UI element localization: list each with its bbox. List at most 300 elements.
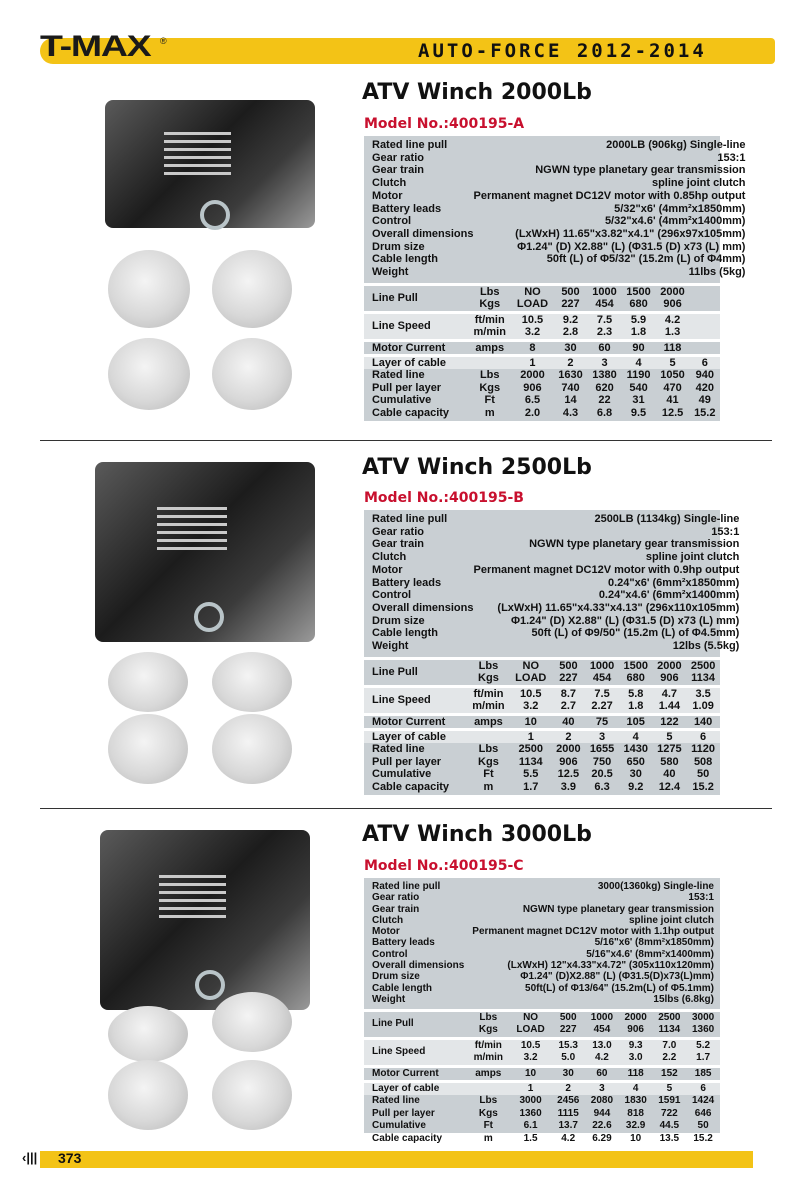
table-cell: 646 bbox=[694, 1107, 712, 1119]
spec-label: Weight bbox=[372, 266, 409, 279]
table-cell: 2000 bbox=[653, 659, 687, 673]
table-cell: 15.3 bbox=[551, 1038, 585, 1052]
table-cell: NO bbox=[510, 659, 552, 673]
table-cell: 1 bbox=[510, 730, 552, 744]
table-cell: 13.0 bbox=[585, 1038, 619, 1052]
spec-value: 153:1 bbox=[711, 525, 740, 538]
table-cell: LOAD bbox=[516, 298, 549, 311]
table-cell: 5 bbox=[653, 1082, 687, 1096]
cable-drum-line bbox=[157, 507, 227, 510]
table-cell: 1000 bbox=[588, 285, 622, 299]
spec-label: Overall dimensions bbox=[372, 960, 465, 972]
spec-value: 50ft (L) of Φ9/50" (15.2m (L) of Φ4.5mm) bbox=[531, 627, 740, 640]
unit-cell: Kgs bbox=[479, 381, 501, 394]
spec-label: Gear ratio bbox=[372, 151, 424, 164]
table-cell: 650 bbox=[626, 755, 645, 768]
table-cell: 4 bbox=[619, 730, 653, 744]
wiring-contactor-image bbox=[108, 338, 190, 410]
page-arrow-icon: ‹||| bbox=[22, 1150, 38, 1165]
performance-grid bbox=[364, 657, 720, 793]
table-row bbox=[364, 407, 720, 419]
cable-drum-line bbox=[157, 547, 227, 550]
roller-fairlead-image bbox=[212, 652, 292, 712]
spec-value: 50ft(L) of Φ13/64" (15.2m(L) of Φ5.1mm) bbox=[525, 982, 714, 994]
spec-value: Permanent magnet DC12V motor with 0.85hp output bbox=[473, 189, 746, 202]
layer-row-label: Rated line bbox=[372, 1095, 420, 1107]
table-row bbox=[364, 1108, 720, 1120]
table-row bbox=[364, 730, 720, 744]
table-cell: 1380 bbox=[592, 369, 617, 382]
table-cell: 750 bbox=[592, 755, 612, 768]
table-cell: 540 bbox=[629, 381, 648, 394]
spec-table bbox=[364, 510, 740, 657]
table-row bbox=[364, 756, 720, 768]
cable-drum-line bbox=[157, 523, 227, 526]
table-cell: 41 bbox=[666, 394, 679, 407]
unit-cell bbox=[467, 1082, 510, 1096]
table-cell: 1.8 bbox=[619, 700, 653, 714]
table-cell: 1.44 bbox=[653, 700, 687, 714]
table-cell: 1630 bbox=[558, 369, 583, 382]
spec-value: spline joint clutch bbox=[645, 551, 740, 564]
table-cell: 6 bbox=[686, 730, 720, 744]
table-row bbox=[364, 369, 720, 381]
performance-grid bbox=[364, 283, 720, 419]
unit-cell: Ft bbox=[483, 1120, 494, 1132]
table-cell: 10.5 bbox=[511, 312, 553, 326]
table-cell: 60 bbox=[585, 1066, 619, 1081]
table-cell: 227 bbox=[559, 1024, 577, 1036]
table-cell: 32.9 bbox=[625, 1120, 646, 1132]
table-cell: 12.5 bbox=[557, 768, 580, 781]
table-cell: 6 bbox=[690, 356, 720, 370]
table-row bbox=[364, 312, 720, 326]
spec-value: 11lbs (5kg) bbox=[688, 266, 746, 279]
table-row bbox=[364, 394, 720, 406]
table-cell: 2.7 bbox=[552, 700, 586, 714]
table-cell: 118 bbox=[656, 340, 690, 355]
table-cell: 9.5 bbox=[630, 406, 647, 419]
table-cell: 9.3 bbox=[619, 1038, 653, 1052]
table-row bbox=[364, 285, 720, 299]
table-cell: 4 bbox=[619, 1082, 653, 1096]
unit-cell: Lbs bbox=[467, 659, 510, 673]
catalog-title: AUTO-FORCE 2012-2014 bbox=[418, 40, 707, 62]
motor-current-label: Motor Current bbox=[364, 714, 467, 729]
table-cell bbox=[690, 285, 720, 299]
table-cell: NO bbox=[510, 1011, 552, 1025]
table-row bbox=[364, 1120, 720, 1132]
table-cell: 20.5 bbox=[591, 768, 613, 781]
spec-label: Rated line pull bbox=[372, 881, 441, 892]
mounting-plate-image bbox=[212, 714, 292, 784]
spec-label: Clutch bbox=[372, 551, 407, 564]
table-cell: 2500 bbox=[518, 743, 543, 756]
table-cell: 10 bbox=[630, 1132, 642, 1144]
table-cell: 1134 bbox=[691, 672, 716, 685]
spec-grid bbox=[364, 510, 740, 653]
registered-mark: ® bbox=[160, 36, 167, 46]
table-cell: 1830 bbox=[624, 1095, 647, 1107]
mounting-plate-image bbox=[212, 338, 292, 410]
spec-value: 2000LB (906kg) Single-line bbox=[606, 139, 746, 151]
table-cell: 10.5 bbox=[510, 1038, 552, 1052]
table-cell: 3.2 bbox=[510, 700, 552, 714]
table-cell: 49 bbox=[698, 394, 711, 407]
table-cell: 5.2 bbox=[686, 1038, 720, 1052]
spec-value: (LxWxH) 11.65"x3.82"x4.1" (296x97x105mm) bbox=[515, 227, 746, 240]
table-cell: 508 bbox=[693, 755, 713, 768]
spec-label: Rated line pull bbox=[372, 513, 448, 525]
table-row bbox=[364, 743, 720, 755]
cable-drum-line bbox=[164, 132, 231, 135]
table-cell: 454 bbox=[595, 298, 614, 311]
table-row bbox=[364, 659, 720, 673]
table-cell: 6.8 bbox=[596, 406, 613, 419]
spec-value: 153:1 bbox=[688, 892, 714, 904]
table-cell: 5.8 bbox=[619, 686, 653, 700]
cable-drum-line bbox=[157, 539, 227, 542]
unit-cell: m/min bbox=[467, 1052, 510, 1066]
table-cell: LOAD bbox=[516, 1024, 545, 1036]
cable-drum-line bbox=[159, 899, 226, 902]
spec-value: 15lbs (6.8kg) bbox=[653, 993, 714, 1005]
product-title: ATV Winch 3000Lb bbox=[362, 822, 592, 847]
spec-value: NGWN type planetary gear transmission bbox=[529, 538, 740, 551]
cable-drum-line bbox=[159, 891, 226, 894]
table-cell: 3000 bbox=[686, 1011, 720, 1025]
spec-label: Cable length bbox=[372, 982, 433, 994]
table-row bbox=[364, 382, 720, 394]
table-cell: 31 bbox=[632, 394, 645, 407]
layer-row-label: Cumulative bbox=[372, 394, 432, 407]
spec-value: 5/16"x4.6' (8mm²x1400mm) bbox=[586, 948, 714, 960]
spec-label: Weight bbox=[372, 993, 406, 1005]
spec-label: Rated line pull bbox=[372, 139, 448, 151]
table-row bbox=[364, 686, 720, 700]
table-cell: 5 bbox=[653, 730, 687, 744]
table-cell: 5.0 bbox=[551, 1052, 585, 1066]
hook-icon bbox=[194, 602, 224, 632]
roller-fairlead-image bbox=[212, 250, 292, 328]
table-cell: 470 bbox=[663, 381, 682, 394]
spec-value: 3000(1360kg) Single-line bbox=[597, 881, 714, 892]
table-cell: 1000 bbox=[585, 1011, 619, 1025]
mounting-plate-image bbox=[212, 1060, 292, 1130]
table-cell: 500 bbox=[552, 659, 586, 673]
table-cell: 140 bbox=[686, 714, 720, 729]
table-cell: LOAD bbox=[515, 672, 547, 685]
spec-label: Gear train bbox=[372, 538, 424, 551]
table-cell: 906 bbox=[627, 1024, 644, 1036]
spec-value: Permanent magnet DC12V motor with 1.1hp output bbox=[472, 926, 714, 938]
spec-value: 5/16"x6' (8mm²x1850mm) bbox=[594, 937, 714, 949]
spec-value: (LxWxH) 12"x4.33"x4.72" (305x110x120mm) bbox=[507, 960, 714, 972]
spec-table bbox=[364, 878, 720, 1009]
table-cell: 152 bbox=[653, 1066, 687, 1081]
table-cell: 10 bbox=[510, 1066, 552, 1081]
spec-table bbox=[364, 136, 746, 283]
unit-cell: ft/min bbox=[467, 686, 510, 700]
unit-cell: m bbox=[483, 780, 494, 793]
table-cell: 1115 bbox=[557, 1107, 579, 1119]
line-speed-label: Line Speed bbox=[364, 312, 468, 340]
winch-product-image bbox=[105, 100, 315, 228]
table-cell: 44.5 bbox=[659, 1120, 680, 1132]
spec-grid bbox=[364, 878, 720, 1005]
spec-value: spline joint clutch bbox=[628, 914, 714, 926]
layer-of-cable-label: Layer of cable bbox=[364, 356, 468, 370]
table-cell: 1134 bbox=[658, 1024, 681, 1036]
table-cell: 2 bbox=[551, 1082, 585, 1096]
table-cell: 1190 bbox=[626, 369, 651, 382]
layer-row-label: Cumulative bbox=[372, 768, 432, 781]
table-cell: 30 bbox=[629, 768, 642, 781]
table-cell: 1000 bbox=[585, 659, 619, 673]
spec-label: Overall dimensions bbox=[372, 601, 474, 614]
spec-label: Clutch bbox=[372, 177, 407, 190]
table-cell: 30 bbox=[551, 1066, 585, 1081]
table-cell: 5.5 bbox=[523, 768, 539, 781]
table-cell: 2.8 bbox=[553, 326, 587, 340]
unit-cell: ft/min bbox=[468, 312, 511, 326]
table-cell: 75 bbox=[585, 714, 619, 729]
table-cell: 2 bbox=[553, 356, 587, 370]
table-cell: 580 bbox=[660, 755, 679, 768]
table-cell bbox=[690, 340, 720, 355]
motor-current-label: Motor Current bbox=[364, 340, 468, 355]
table-cell: 14 bbox=[564, 394, 577, 407]
table-cell: 60 bbox=[588, 340, 622, 355]
table-cell: 10 bbox=[510, 714, 552, 729]
unit-cell: Kgs bbox=[479, 298, 501, 311]
cable-drum-line bbox=[164, 140, 231, 143]
table-cell: 4.2 bbox=[585, 1052, 619, 1066]
table-cell: 2 bbox=[552, 730, 586, 744]
unit-cell bbox=[467, 730, 510, 744]
performance-table bbox=[364, 1009, 720, 1144]
table-cell: 6.1 bbox=[523, 1120, 538, 1132]
table-cell: 6.29 bbox=[592, 1132, 612, 1144]
table-cell: 1.5 bbox=[523, 1132, 538, 1144]
section-divider bbox=[40, 440, 772, 441]
footer-bar bbox=[40, 1151, 753, 1168]
table-cell: 6.5 bbox=[524, 394, 541, 407]
model-number: Model No.:400195-B bbox=[364, 490, 524, 506]
layer-row-label: Rated line bbox=[372, 369, 425, 382]
product-title: ATV Winch 2000Lb bbox=[362, 80, 592, 105]
table-cell: 227 bbox=[561, 298, 580, 311]
unit-cell: m/min bbox=[467, 700, 510, 714]
spec-label: Control bbox=[372, 215, 412, 228]
spec-label: Battery leads bbox=[372, 202, 442, 215]
table-cell: 40 bbox=[663, 768, 676, 781]
table-cell: 8 bbox=[511, 340, 553, 355]
table-cell: 1430 bbox=[623, 743, 648, 756]
cable-drum-line bbox=[164, 164, 231, 167]
table-cell: 30 bbox=[553, 340, 587, 355]
hook-icon bbox=[200, 200, 230, 230]
product-title: ATV Winch 2500Lb bbox=[362, 455, 592, 480]
unit-cell: Kgs bbox=[478, 755, 499, 768]
table-cell: 5.9 bbox=[622, 312, 656, 326]
table-cell: 906 bbox=[663, 298, 682, 311]
table-cell: 9.2 bbox=[628, 780, 644, 793]
table-cell: 454 bbox=[593, 1024, 611, 1036]
table-cell: 3 bbox=[585, 1082, 619, 1096]
unit-cell: m bbox=[483, 1132, 493, 1144]
table-cell bbox=[690, 298, 720, 312]
winch-product-image bbox=[95, 462, 315, 642]
table-cell: 6.3 bbox=[594, 780, 610, 793]
spec-value: 153:1 bbox=[717, 151, 746, 164]
spec-label: Overall dimensions bbox=[372, 227, 474, 240]
table-cell: 454 bbox=[592, 672, 612, 685]
table-cell: 1120 bbox=[691, 743, 716, 756]
table-cell: 1655 bbox=[589, 743, 615, 756]
performance-grid bbox=[364, 1009, 720, 1145]
table-cell: 90 bbox=[622, 340, 656, 355]
table-cell: 1.09 bbox=[686, 700, 720, 714]
spec-label: Gear train bbox=[372, 164, 424, 177]
layer-of-cable-label: Layer of cable bbox=[364, 730, 467, 744]
table-row bbox=[364, 768, 720, 780]
spec-label: Motor bbox=[372, 926, 400, 938]
table-cell: 22.6 bbox=[592, 1120, 612, 1132]
table-cell: 740 bbox=[561, 381, 580, 394]
layer-row-label: Cable capacity bbox=[372, 1132, 443, 1144]
table-cell: 3.5 bbox=[686, 686, 720, 700]
table-cell: 1500 bbox=[619, 659, 653, 673]
spec-value: 50ft (L) of Φ5/32" (15.2m (L) of Φ4mm) bbox=[546, 253, 746, 266]
table-row bbox=[364, 340, 720, 355]
model-number: Model No.:400195-C bbox=[364, 858, 524, 874]
spec-label: Drum size bbox=[372, 240, 425, 253]
table-cell: 185 bbox=[686, 1066, 720, 1081]
performance-table bbox=[364, 283, 720, 421]
table-cell: 6 bbox=[686, 1082, 720, 1096]
unit-cell: Ft bbox=[484, 394, 495, 407]
table-cell: 50 bbox=[696, 768, 710, 781]
table-cell: 2080 bbox=[590, 1095, 614, 1107]
table-cell: 4.7 bbox=[653, 686, 687, 700]
layer-row-label: Cumulative bbox=[372, 1120, 426, 1132]
table-cell: 9.2 bbox=[553, 312, 587, 326]
spec-label: Cable length bbox=[372, 627, 439, 640]
remote-switch-image bbox=[108, 652, 188, 712]
spec-value: 0.24"x4.6' (6mm²x1400mm) bbox=[598, 589, 740, 602]
table-cell: 3.0 bbox=[619, 1052, 653, 1066]
table-cell: 2.27 bbox=[585, 700, 619, 714]
spec-label: Control bbox=[372, 948, 408, 960]
table-row bbox=[364, 1133, 720, 1145]
unit-cell: amps bbox=[468, 340, 511, 355]
cable-drum-line bbox=[159, 915, 226, 918]
table-cell: 1134 bbox=[518, 755, 543, 768]
table-row bbox=[364, 1038, 720, 1052]
table-row bbox=[364, 1011, 720, 1025]
spec-value: 0.24"x6' (6mm²x1850mm) bbox=[607, 576, 740, 589]
cable-drum-line bbox=[164, 172, 231, 175]
cable-drum-line bbox=[159, 875, 226, 878]
spec-label: Cable length bbox=[372, 253, 439, 266]
table-cell: 4.2 bbox=[656, 312, 690, 326]
table-cell bbox=[690, 326, 720, 340]
table-cell: 105 bbox=[619, 714, 653, 729]
table-cell: 3000 bbox=[519, 1095, 542, 1107]
hook-icon bbox=[195, 970, 225, 1000]
cable-drum-line bbox=[157, 531, 227, 534]
unit-cell: Kgs bbox=[478, 1107, 498, 1119]
unit-cell: Lbs bbox=[467, 1011, 510, 1025]
table-cell: 1500 bbox=[622, 285, 656, 299]
spec-value: NGWN type planetary gear transmission bbox=[522, 903, 714, 915]
section-divider bbox=[40, 808, 772, 809]
table-cell: 4 bbox=[622, 356, 656, 370]
wiring-contactor-image bbox=[108, 1060, 188, 1130]
table-cell: 7.0 bbox=[653, 1038, 687, 1052]
table-cell: 118 bbox=[619, 1066, 653, 1081]
table-cell: 500 bbox=[551, 1011, 585, 1025]
table-cell: 3.9 bbox=[560, 780, 577, 793]
table-cell: 15.2 bbox=[694, 406, 716, 419]
unit-cell: Lbs bbox=[479, 369, 500, 382]
table-cell: 3 bbox=[585, 730, 619, 744]
spec-value: 5/32"x4.6' (4mm²x1400mm) bbox=[604, 215, 746, 228]
spec-value: 12lbs (5.5kg) bbox=[672, 640, 740, 653]
table-cell: 5 bbox=[656, 356, 690, 370]
table-cell: 1.7 bbox=[686, 1052, 720, 1066]
line-pull-label: Line Pull bbox=[364, 1011, 467, 1039]
table-cell: 15.2 bbox=[692, 780, 714, 793]
table-cell: 944 bbox=[593, 1107, 611, 1119]
table-cell: 40 bbox=[552, 714, 586, 729]
spec-label: Drum size bbox=[372, 614, 425, 627]
layer-row-label: Rated line bbox=[372, 743, 425, 756]
spec-label: Gear train bbox=[372, 903, 420, 915]
unit-cell: Kgs bbox=[478, 672, 499, 685]
table-cell: 22 bbox=[598, 394, 611, 407]
layer-of-cable-label: Layer of cable bbox=[364, 1082, 467, 1096]
table-row bbox=[364, 1066, 720, 1081]
roller-fairlead-image bbox=[212, 992, 292, 1052]
table-row bbox=[364, 1082, 720, 1096]
table-cell: 2000 bbox=[656, 285, 690, 299]
table-cell: 3.2 bbox=[510, 1052, 552, 1066]
layer-row-label: Pull per layer bbox=[372, 381, 442, 394]
unit-cell: Kgs bbox=[478, 1024, 498, 1036]
remote-switch-image bbox=[108, 250, 190, 328]
cable-drum-line bbox=[159, 883, 226, 886]
brand-logo: T-MAX bbox=[40, 30, 151, 63]
table-cell: 906 bbox=[523, 381, 542, 394]
table-cell: 13.5 bbox=[659, 1132, 680, 1144]
table-cell: 906 bbox=[660, 672, 679, 685]
table-cell: 7.5 bbox=[585, 686, 619, 700]
layer-row-label: Cable capacity bbox=[372, 780, 450, 793]
spec-grid bbox=[364, 136, 746, 279]
model-number: Model No.:400195-A bbox=[364, 116, 525, 132]
table-cell: 4.2 bbox=[561, 1132, 576, 1144]
layer-row-label: Pull per layer bbox=[372, 755, 442, 768]
table-cell: 2000 bbox=[520, 369, 545, 382]
spec-label: Weight bbox=[372, 640, 409, 653]
unit-cell: Ft bbox=[483, 768, 494, 781]
spec-label: Clutch bbox=[372, 914, 404, 926]
table-row bbox=[364, 356, 720, 370]
table-row bbox=[364, 714, 720, 729]
table-cell: 2.2 bbox=[653, 1052, 687, 1066]
